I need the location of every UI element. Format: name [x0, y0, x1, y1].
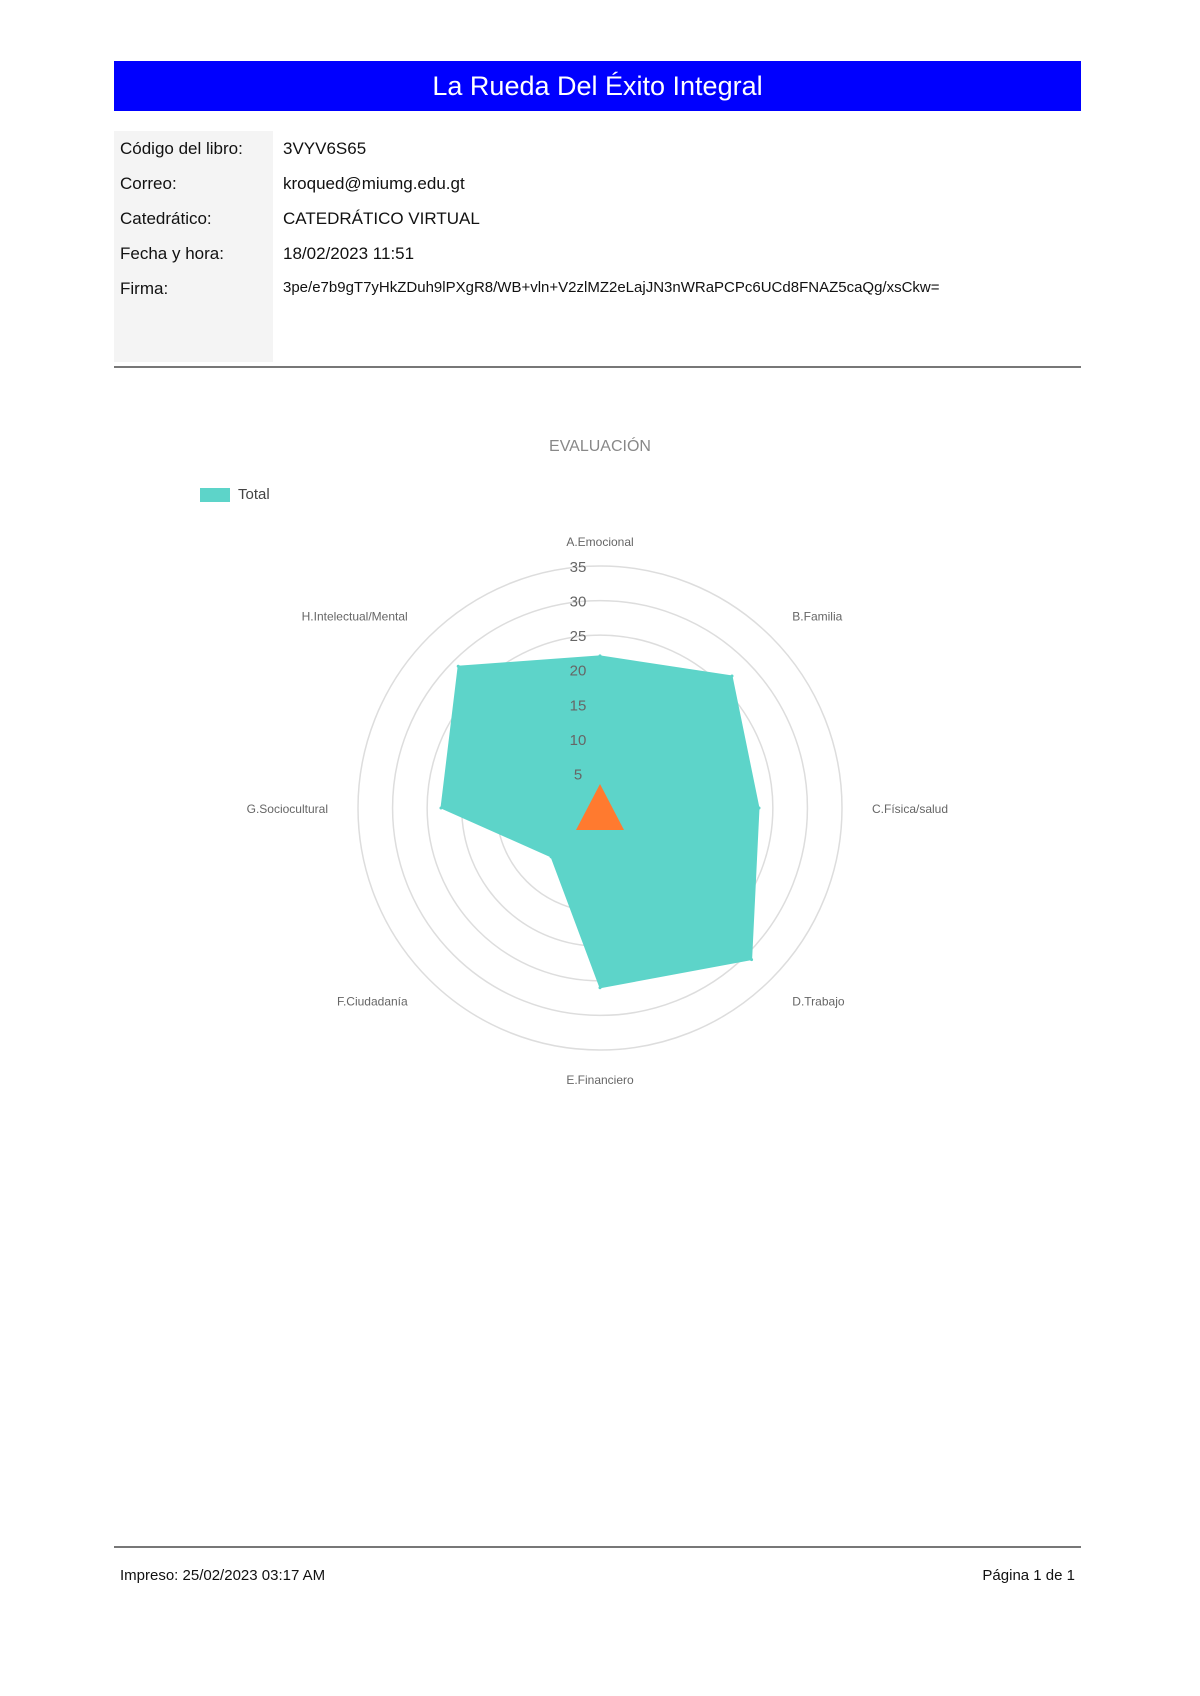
- r-tick-label-35: 35: [569, 559, 587, 576]
- info-value-email: kroqued@miumg.edu.gt: [283, 173, 465, 193]
- r-tick-label-30: 30: [569, 593, 587, 611]
- chart-legend[interactable]: [200, 486, 270, 503]
- info-table: [114, 131, 1081, 362]
- category-label-1: A.Emocional: [566, 535, 634, 549]
- category-label-2: B.Familia: [792, 609, 843, 624]
- series-total-point-5: [599, 986, 602, 989]
- bottom-divider: [114, 1546, 1081, 1548]
- info-value-signature: 3pe/e7b9gT7yHkZDuh9lPXgR8/WB+vln+V2zlMZ2eLajJN3nWRaPCPc6UCd8FNAZ5caQg/xsCkw=: [283, 279, 940, 296]
- info-value-datetime: 18/02/2023 11:51: [283, 243, 415, 263]
- info-spacer-label: [114, 314, 273, 362]
- r-tick-label-20: 20: [569, 662, 587, 680]
- series-total-point-6: [550, 855, 553, 858]
- info-row-spacer: [114, 314, 1081, 362]
- category-label-4: D.Trabajo: [792, 994, 845, 1009]
- top-divider: [114, 366, 1081, 368]
- info-label-code: Código del libro:: [114, 131, 273, 166]
- info-spacer-value: [273, 314, 1081, 362]
- info-row-email: [114, 166, 1081, 201]
- info-row-signature: [114, 271, 1081, 314]
- evaluation-chart: [0, 420, 1200, 1100]
- r-tick-label-25: 25: [569, 628, 587, 646]
- chart-title: EVALUACIÓN: [549, 438, 651, 455]
- legend-label-total: Total: [238, 486, 270, 503]
- info-value-code: 3VYV6S65: [283, 138, 367, 158]
- series-total-point-8: [457, 665, 460, 668]
- report-title: La Rueda Del Éxito Integral: [432, 70, 763, 101]
- r-tick-label-5: 5: [573, 766, 583, 784]
- category-label-5: E.Financiero: [566, 1073, 634, 1087]
- info-label-email: Correo:: [114, 166, 273, 201]
- info-value-teacher: CATEDRÁTICO VIRTUAL: [283, 208, 480, 228]
- series-total-point-1: [599, 654, 602, 657]
- info-row-datetime: [114, 236, 1081, 271]
- info-label-datetime: Fecha y hora:: [114, 236, 273, 271]
- r-tick-label-15: 15: [569, 697, 587, 715]
- category-label-6: F.Ciudadanía: [336, 994, 408, 1009]
- info-label-teacher: Catedrático:: [114, 201, 273, 236]
- series-total-point-4: [750, 958, 753, 961]
- r-tick-label-10: 10: [569, 731, 587, 749]
- series-total-point-3: [758, 807, 761, 810]
- info-row-code: [114, 131, 1081, 166]
- radar-chart-svg: [0, 420, 1200, 1100]
- report-title-banner: [114, 61, 1081, 111]
- info-row-teacher: [114, 201, 1081, 236]
- category-label-8: H.Intelectual/Mental: [301, 609, 408, 624]
- info-label-signature: Firma:: [114, 271, 273, 314]
- category-label-7: G.Sociocultural: [246, 802, 328, 816]
- series-total-point-7: [439, 807, 442, 810]
- page-number: Página 1 de 1: [982, 1567, 1075, 1584]
- legend-swatch-total: [200, 488, 230, 502]
- category-label-3: C.Física/salud: [872, 802, 949, 816]
- printed-timestamp: Impreso: 25/02/2023 03:17 AM: [120, 1567, 326, 1584]
- series-total-point-2: [731, 674, 734, 677]
